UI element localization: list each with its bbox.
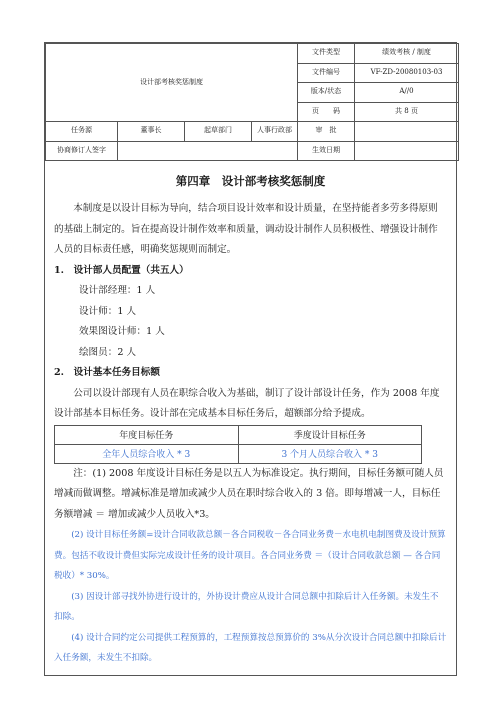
- label-approve: 审 批: [298, 122, 355, 142]
- value-version: A//0: [355, 83, 459, 103]
- task-header-annual: 年度目标任务: [55, 425, 239, 444]
- staff-item: 绘图员：2 人: [78, 346, 137, 358]
- value-approve: [355, 122, 459, 142]
- document-page: [44, 42, 457, 676]
- label-doc-no: 文件编号: [298, 63, 355, 83]
- chapter-title: 第四章 设计部考核奖惩制度: [175, 174, 326, 188]
- notes: [45, 464, 456, 669]
- staff-item: 效果图设计师：1 人: [78, 326, 165, 337]
- value-page: 共 8 页: [355, 102, 459, 122]
- label-page: 页 码: [298, 102, 355, 122]
- value-doc-type: 绩效考核 / 制度: [355, 44, 459, 64]
- intro-paragraph: 本制度是以设计目标为导向，结合项目设计效率和设计质量，在坚持能者多劳多得原则的基础上制定的。旨在提高设计制作效率和质量，调动设计制作人员积极性、增强设计制作人员的目标责任感，明确奖惩规则而制定。: [54, 203, 438, 255]
- section2-heading: 2. 设计基本任务目标额: [54, 367, 160, 378]
- task-header-quarter: 季度设计目标任务: [238, 425, 422, 444]
- task-source-3: 人事行政部: [252, 122, 298, 142]
- note-1: 注：(1) 2008 年度设计目标任务是以五人为标准设定。执行期间，目标任务额可随人员增减而做调整。增减标准是增加或减少人员在职时综合收入的 3 倍。即每增减一人，目标任务额增减 ＝ 增加或减少人员收入*3。: [54, 467, 444, 520]
- section1-heading: 1. 设计部人员配置（共五人）: [54, 264, 189, 276]
- task-source-1: 董事长: [118, 122, 185, 142]
- document-title: 设计部考核奖惩制度: [46, 44, 298, 122]
- target-task-table: [54, 425, 422, 464]
- task-source-2: 起草部门: [185, 122, 252, 142]
- label-effective: 生效日期: [298, 141, 355, 161]
- label-version: 版本/状态: [298, 83, 355, 103]
- staff-item: 设计部经理：1 人: [78, 285, 156, 296]
- value-effective: [355, 141, 459, 161]
- note-2: (2) 设计目标任务额=设计合同收款总额－各合同税收－各合同业务费－水电机电制图费及设计预算费。包括不收设计费但实际完成设计任务的设计项目。各合同业务费 ＝（设计合同收款总额 — 各合同税收）* 30%。: [54, 530, 446, 581]
- document-header-table: [45, 43, 459, 161]
- task-value-quarter: 3 个月人员综合收入 * 3: [238, 444, 422, 463]
- label-coop-signers: 协商修订人签字: [46, 141, 118, 161]
- task-value-annual: 全年人员综合收入 * 3: [55, 444, 239, 463]
- label-doc-type: 文件类型: [298, 44, 355, 64]
- section2-text: 公司以设计部现有人员在职综合收入为基础，制订了设计部设计任务，作为 2008 年度设计部基本目标任务。设计部在完成基本目标任务后，超额部分给予提成。: [54, 387, 440, 419]
- staff-item: 设计师：1 人: [78, 305, 137, 317]
- label-task-source: 任务源: [46, 122, 118, 142]
- note-4: (4) 设计合同约定公司提供工程预算的，工程预算按总预算价的 3%从分次设计合同总额中扣除后计入任务额，未发生不扣除。: [54, 632, 447, 663]
- value-coop-signers: [118, 141, 298, 161]
- note-3: (3) 因设计部寻找外协进行设计的，外协设计费应从设计合同总额中扣除后计入任务额。未发生不扣除。: [54, 591, 439, 622]
- document-body: [45, 199, 456, 425]
- value-doc-no: VF-ZD-20080103-03: [355, 63, 459, 83]
